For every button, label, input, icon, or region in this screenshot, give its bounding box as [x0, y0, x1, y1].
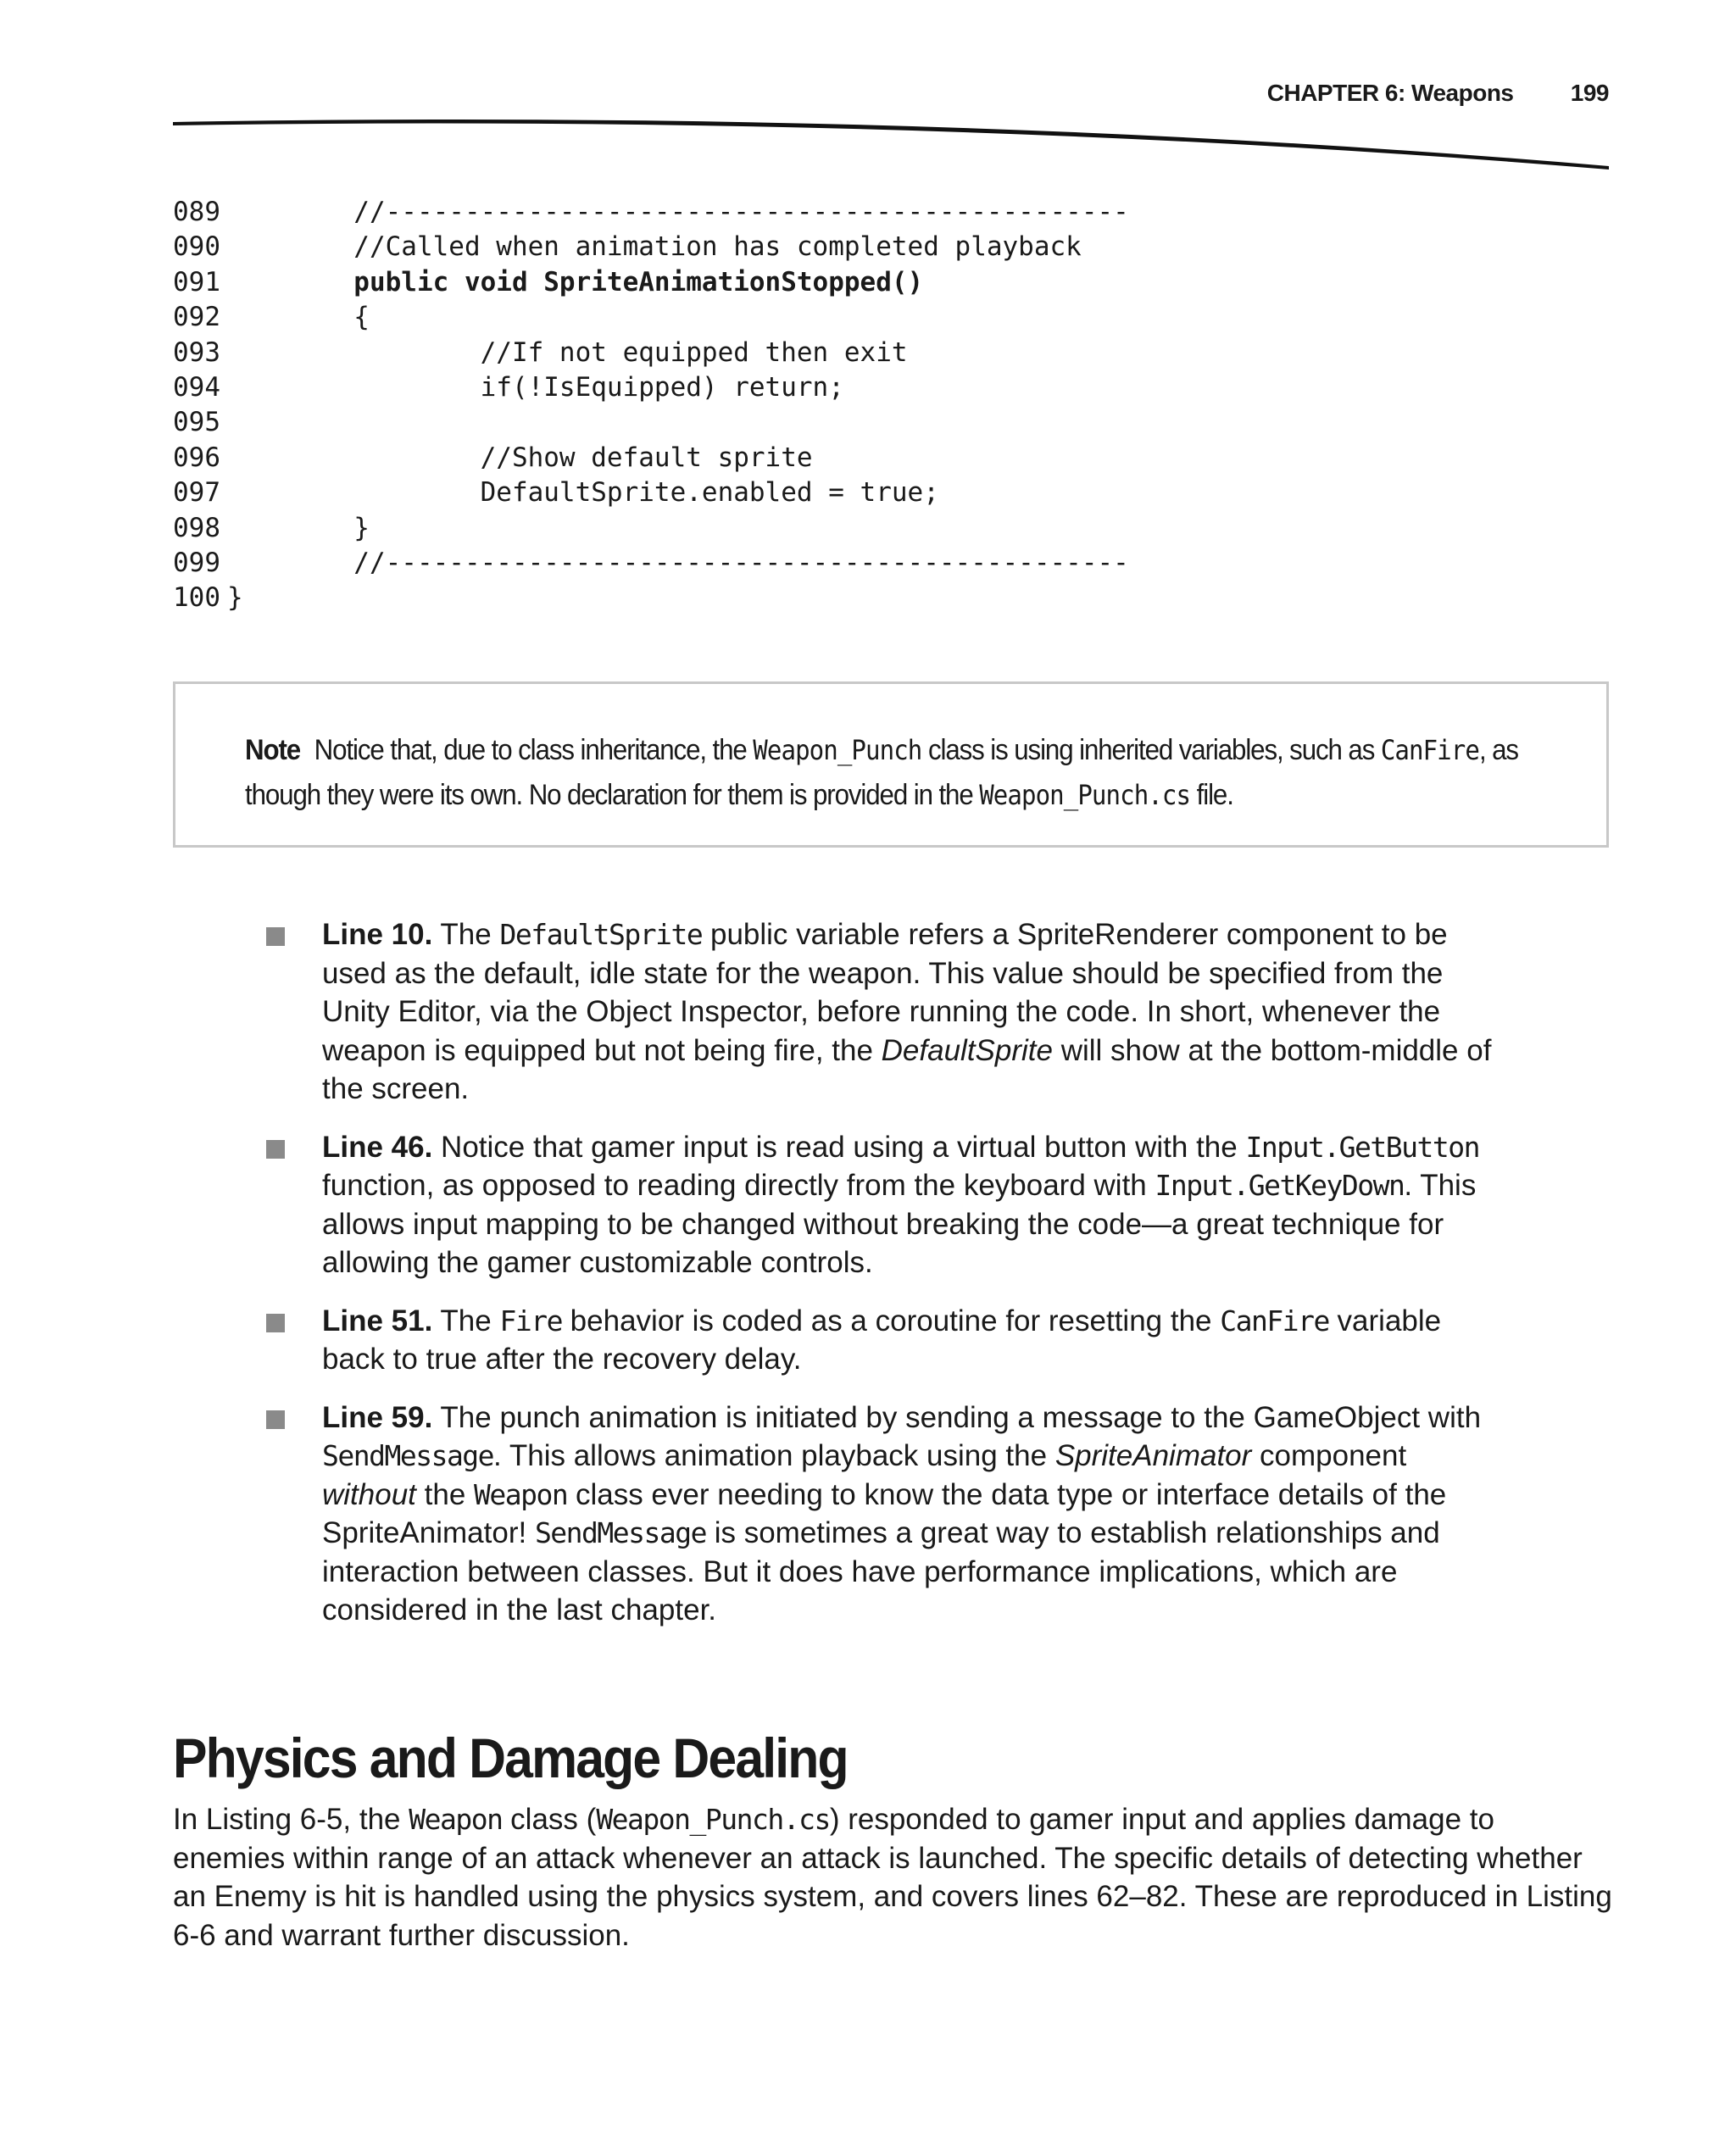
bullet-label: Line 51. [322, 1304, 433, 1337]
chapter-title: CHAPTER 6: Weapons [1266, 80, 1514, 106]
header-swoosh-rule [0, 0, 1736, 186]
inline-code: CanFire [1220, 1304, 1329, 1337]
bullet-text-run: component [1251, 1439, 1407, 1472]
bullet-label: Line 59. [322, 1400, 433, 1434]
inline-code: Input.GetButton [1245, 1130, 1479, 1164]
note-text-run: file. [1190, 779, 1233, 811]
bullet-text-run: Notice that gamer input is read using a virtual button with the [432, 1130, 1246, 1164]
code-line [173, 548, 1129, 578]
bullet-square-icon [266, 927, 285, 946]
code-line-number: 092 [173, 302, 220, 333]
bullet-text-run: variable back to true after the recovery delay. [322, 1304, 1442, 1376]
note-text-run: class is using inherited variables, such as [921, 734, 1381, 766]
bullet-text-run: class ever needing to know the data type or interface details of the SpriteAnimator! [322, 1477, 1447, 1549]
code-line [173, 477, 939, 508]
bullet-list [266, 915, 1495, 1649]
code-line [173, 337, 908, 368]
code-line-number: 093 [173, 336, 220, 368]
inline-code: SendMessage [322, 1439, 494, 1472]
bullet-item-line-46 [266, 1128, 1495, 1282]
body-paragraph [173, 1800, 1614, 1955]
code-line-text: //----------------------------------------------- [227, 197, 1129, 227]
bullet-text-run: the [415, 1477, 475, 1511]
bullet-square-icon [266, 1410, 285, 1429]
inline-code: Weapon_Punch.cs [596, 1803, 830, 1836]
code-line-number: 091 [173, 266, 220, 298]
code-line-number: 094 [173, 372, 220, 403]
code-line-text: //Show default sprite [227, 442, 813, 473]
bullet-text-run: will show at the bottom-middle of the screen. [322, 1033, 1492, 1105]
code-listing [173, 195, 1129, 616]
bullet-square-icon [266, 1140, 285, 1159]
italic-term: without [322, 1477, 416, 1511]
body-text-run: class ( [502, 1803, 597, 1836]
code-line [173, 372, 844, 403]
inline-code: CanFire [1380, 736, 1479, 766]
note-box [173, 681, 1609, 848]
code-line [173, 302, 370, 332]
inline-code: Weapon_Punch.cs [979, 781, 1191, 811]
bullet-text-run: is sometimes a great way to establish relationships and interaction between classes. But it does have performance implications, which are considered in the last chapter. [322, 1516, 1440, 1627]
code-line-text: //----------------------------------------------- [227, 548, 1129, 579]
code-line-number: 099 [173, 548, 220, 579]
code-line [173, 197, 1129, 227]
inline-code: SendMessage [534, 1516, 706, 1549]
code-line-text: //Called when animation has completed playback [227, 231, 1082, 263]
code-line-text: { [227, 302, 370, 333]
bullet-text-run: The [432, 918, 500, 951]
bullet-item-line-51 [266, 1302, 1495, 1379]
bullet-text-run: The punch animation is initiated by sending a message to the GameObject with [432, 1400, 1482, 1434]
bullet-label: Line 10. [322, 918, 433, 951]
inline-code: DefaultSprite [499, 918, 703, 951]
body-text-run: In Listing 6-5, the [173, 1803, 409, 1836]
bullet-text-run: The [432, 1304, 500, 1337]
code-line [173, 407, 227, 437]
code-line-number: 100 [173, 582, 220, 614]
code-line-text: public void SpriteAnimationStopped() [227, 266, 924, 298]
inline-code: Fire [499, 1304, 562, 1337]
code-line-number: 089 [173, 197, 220, 227]
code-line-text: //If not equipped then exit [227, 336, 908, 368]
code-line-text: if(!IsEquipped) return; [227, 372, 844, 403]
bullet-label: Line 46. [322, 1130, 433, 1164]
inline-code: Weapon [409, 1803, 503, 1836]
code-line-text: DefaultSprite.enabled = true; [227, 477, 939, 509]
bullet-item-line-10 [266, 915, 1495, 1109]
code-line-text: } [227, 512, 370, 543]
body-text-run: ) responded to gamer input and applies damage to enemies within range of an attack whenever an attack is launched. The specific details of detecting whether an Enemy is hit is handled using the physics system, and covers lines 62–82. These are reproduced in Listing 6-6 and warrant further discussion. [173, 1803, 1612, 1952]
italic-term: SpriteAnimator [1054, 1439, 1252, 1472]
bullet-text-run: function, as opposed to reading directly from the keyboard with [322, 1169, 1155, 1202]
note-text [245, 728, 1571, 818]
code-line-number: 095 [173, 407, 220, 438]
note-text-run: , as though they were its own. No declaration for them is provided in the [245, 734, 1518, 811]
code-line-number: 097 [173, 477, 220, 509]
inline-code: Weapon [474, 1477, 568, 1511]
bullet-text-run: . This allows animation playback using the [493, 1439, 1055, 1472]
code-line [173, 582, 243, 613]
code-line-text: } [227, 582, 243, 614]
code-line-number: 096 [173, 442, 220, 473]
code-line [173, 442, 813, 473]
note-label: Note [245, 734, 301, 766]
page-number: 199 [1570, 80, 1609, 106]
inline-code: Weapon_Punch [753, 736, 922, 766]
bullet-text-run: behavior is coded as a coroutine for resetting the [561, 1304, 1221, 1337]
section-heading: Physics and Damage Dealing [173, 1727, 848, 1789]
bullet-text-run: . This allows input mapping to be changed without breaking the code—a great technique for allowing the gamer customizable controls. [322, 1169, 1477, 1279]
code-line [173, 513, 370, 543]
code-line-number: 090 [173, 231, 220, 263]
bullet-text-run: public variable refers a SpriteRenderer component to be used as the default, idle state for the weapon. This value should be specified from the Unity Editor, via the Object Inspector, before running the code. In short, whenever the weapon is equipped but not being fire, the [322, 918, 1448, 1067]
italic-term: DefaultSprite [881, 1033, 1053, 1067]
code-line [173, 231, 1082, 262]
code-line-number: 098 [173, 512, 220, 543]
inline-code: Input.GetKeyDown [1155, 1169, 1405, 1202]
bullet-square-icon [266, 1314, 285, 1332]
note-text-run: Notice that, due to class inheritance, the [314, 734, 754, 766]
bullet-item-line-59 [266, 1399, 1495, 1630]
code-line [173, 267, 923, 298]
